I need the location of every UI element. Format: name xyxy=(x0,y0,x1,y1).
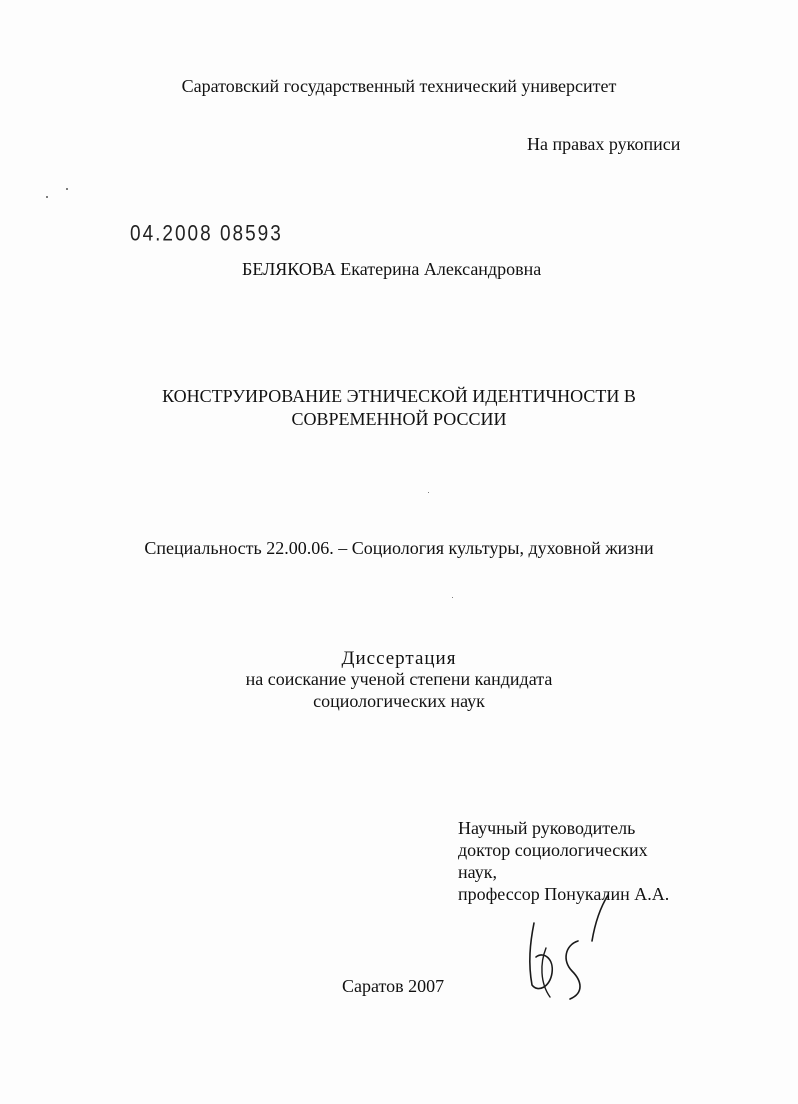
scan-speck xyxy=(428,492,429,493)
supervisor-degree: доктор социологических xyxy=(458,840,648,860)
university-name: Саратовский государственный технический университет xyxy=(181,76,617,96)
handwritten-signature xyxy=(520,893,615,1003)
city-and-year: Саратов 2007 xyxy=(342,976,445,996)
dissertation-heading: Диссертация xyxy=(341,648,457,669)
dissertation-field-line: социологических наук xyxy=(313,691,485,711)
scan-speck xyxy=(66,188,68,190)
library-stamp-number: 04.2008 08593 xyxy=(130,222,283,247)
scan-speck xyxy=(452,597,453,598)
scan-speck xyxy=(46,196,48,198)
specialty-line: Специальность 22.00.06. – Социология культуры, духовной жизни xyxy=(144,538,654,558)
supervisor-name: профессор Понукалин А.А. xyxy=(458,884,670,904)
thesis-title-line-2: СОВРЕМЕННОЙ РОССИИ xyxy=(291,409,507,429)
author-name: БЕЛЯКОВА Екатерина Александровна xyxy=(242,259,542,279)
dissertation-degree-line: на соискание ученой степени кандидата xyxy=(245,669,553,689)
manuscript-rights-note: На правах рукописи xyxy=(527,134,681,154)
supervisor-label: Научный руководитель xyxy=(458,818,636,838)
supervisor-degree-cont: наук, xyxy=(458,862,497,882)
thesis-title-line-1: КОНСТРУИРОВАНИЕ ЭТНИЧЕСКОЙ ИДЕНТИЧНОСТИ В xyxy=(162,386,636,406)
